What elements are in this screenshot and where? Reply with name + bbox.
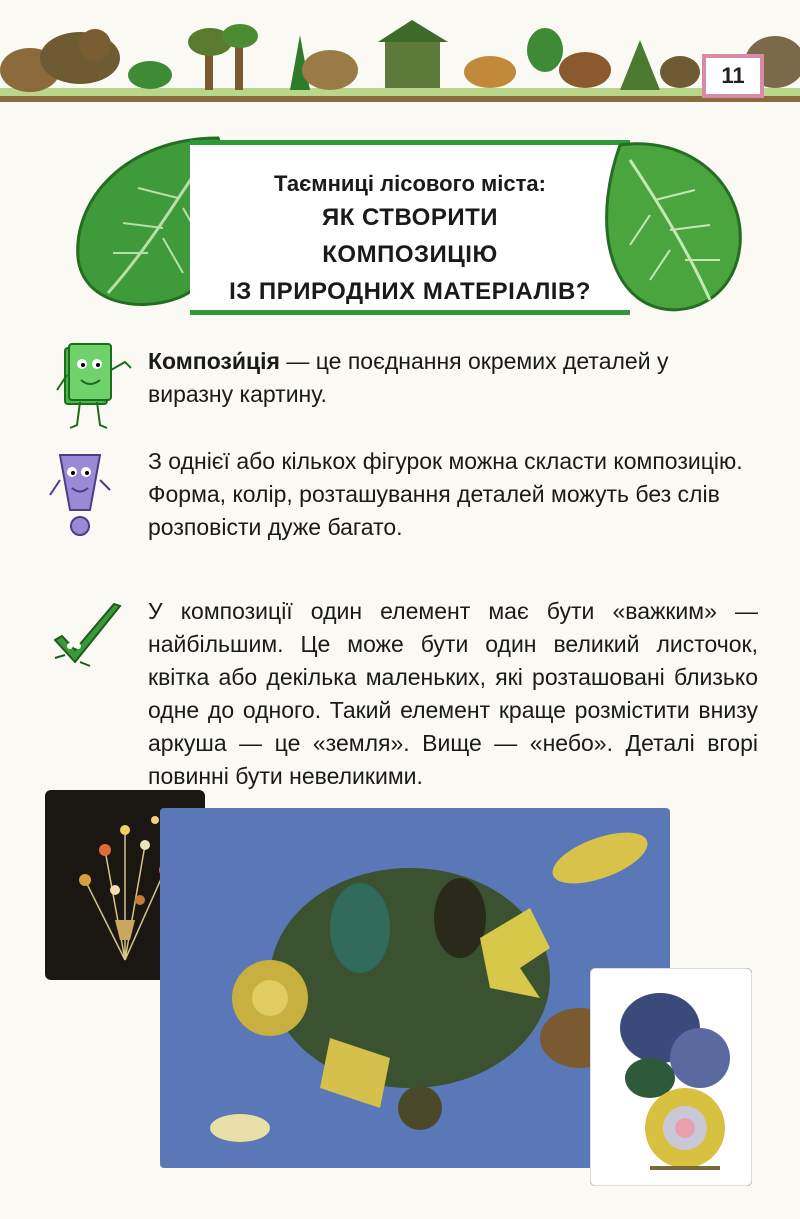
definition-paragraph xyxy=(148,345,758,411)
title-line-1: ЯК СТВОРИТИ xyxy=(321,204,499,231)
page-number: 11 xyxy=(702,54,764,98)
forest-border-illustration xyxy=(0,0,800,110)
definition-text: — це поєднання окремих деталей у виразну картину. xyxy=(148,348,669,407)
title-subtitle: Таємниці лісового міста: xyxy=(274,171,546,196)
title-line-2: КОМПОЗИЦІЮ xyxy=(322,241,498,268)
composition-line-1: З однієї або кількох фігурок можна скласти композицію. xyxy=(148,448,743,474)
composition-line-2: Форма, колір, розташування деталей можуть без слів розповісти дуже багато. xyxy=(148,481,720,540)
book-character-icon xyxy=(55,340,135,435)
right-leaf-icon xyxy=(600,135,750,320)
heavy-element-paragraph: У композиції один елемент має бути «важким» — найбільшим. Це може бути один великий листочок, квітка або декілька маленьких, які розташовані близько одне до одного. Такий елемент краще розмістити внизу аркуша — це «земля». Вище — «небо». Деталі вгорі повинні бути невеликими. xyxy=(148,598,758,789)
pressed-flowers-photo xyxy=(590,968,752,1186)
checkmark-character-icon xyxy=(50,600,125,675)
composition-paragraph xyxy=(148,445,758,544)
title-line-3: ІЗ ПРИРОДНИХ МАТЕРІАЛІВ? xyxy=(229,278,591,305)
definition-term: Компози́ція xyxy=(148,348,280,374)
title-banner xyxy=(190,140,630,315)
exclamation-character-icon xyxy=(45,450,115,540)
